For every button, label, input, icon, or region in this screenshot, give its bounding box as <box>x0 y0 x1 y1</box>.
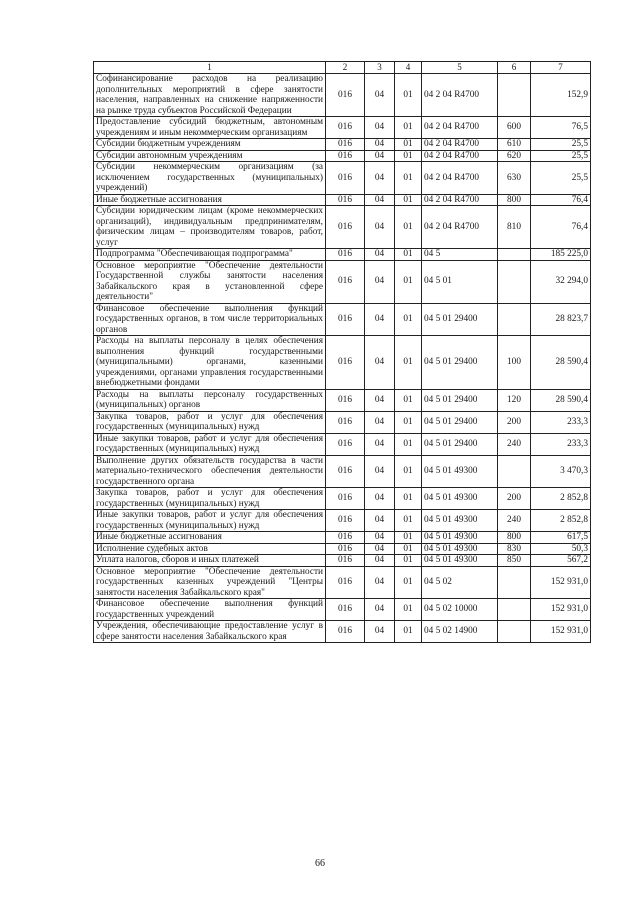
row-pr: 01 <box>395 543 422 555</box>
table-header <box>94 62 591 74</box>
row-name: Иные бюджетные ассигнования <box>94 532 326 544</box>
row-name: Учреждения, обеспечивающие предоставление услуг в сфере занятости населения Забайкальского края <box>94 621 326 643</box>
row-vr: 850 <box>498 555 531 567</box>
table-body <box>94 74 591 643</box>
table-row <box>94 162 591 195</box>
row-sum: 617,5 <box>531 532 591 544</box>
row-sum: 28 590,4 <box>531 389 591 411</box>
row-ved: 016 <box>326 389 365 411</box>
row-vr <box>498 621 531 643</box>
row-name: Субсидии бюджетным учреждениям <box>94 139 326 151</box>
row-rz: 04 <box>365 249 395 261</box>
row-rz: 04 <box>365 194 395 206</box>
row-ved: 016 <box>326 566 365 599</box>
row-ved: 016 <box>326 150 365 162</box>
row-csr: 04 5 01 29400 <box>422 389 498 411</box>
row-ved: 016 <box>326 411 365 433</box>
row-name: Закупка товаров, работ и услуг для обеспечения государственных (муниципальных) нужд <box>94 411 326 433</box>
row-vr: 120 <box>498 389 531 411</box>
row-sum: 28 823,7 <box>531 303 591 336</box>
row-name: Расходы на выплаты персоналу государственных (муниципальных) органов <box>94 389 326 411</box>
row-ved: 016 <box>326 455 365 488</box>
page-number: 66 <box>315 858 325 869</box>
col-header-pr: 4 <box>395 62 422 74</box>
row-csr: 04 5 02 10000 <box>422 599 498 621</box>
row-csr: 04 5 01 49300 <box>422 543 498 555</box>
row-vr <box>498 249 531 261</box>
row-sum: 567,2 <box>531 555 591 567</box>
col-header-sum: 7 <box>531 62 591 74</box>
row-rz: 04 <box>365 532 395 544</box>
row-rz: 04 <box>365 150 395 162</box>
row-sum: 25,5 <box>531 150 591 162</box>
row-name: Субсидии некоммерческим организациям (за исключением государственных (муниципальных) учреждений) <box>94 162 326 195</box>
row-name: Финансовое обеспечение выполнения функций государственных органов, в том числе территориальных органов <box>94 303 326 336</box>
row-vr: 630 <box>498 162 531 195</box>
row-rz: 04 <box>365 543 395 555</box>
row-pr: 01 <box>395 74 422 117</box>
row-ved: 016 <box>326 117 365 139</box>
row-csr: 04 2 04 R4700 <box>422 162 498 195</box>
row-pr: 01 <box>395 555 422 567</box>
row-sum: 76,4 <box>531 206 591 249</box>
row-vr <box>498 74 531 117</box>
row-csr: 04 5 02 14900 <box>422 621 498 643</box>
table-row <box>94 433 591 455</box>
row-name: Закупка товаров, работ и услуг для обеспечения государственных (муниципальных) нужд <box>94 488 326 510</box>
row-pr: 01 <box>395 139 422 151</box>
table-row <box>94 194 591 206</box>
table-row <box>94 389 591 411</box>
row-name: Расходы на выплаты персоналу в целях обеспечения выполнения функций государственными (муниципальными) органами, казенными учреждениями, органами управления государственными внебюджетными фондами <box>94 336 326 390</box>
table-row <box>94 139 591 151</box>
row-pr: 01 <box>395 303 422 336</box>
row-ved: 016 <box>326 555 365 567</box>
row-ved: 016 <box>326 433 365 455</box>
row-name: Основное мероприятие "Обеспечение деятельности Государственной службы занятости населения Забайкальского края в установленной сфере деятельности" <box>94 260 326 303</box>
row-sum: 152 931,0 <box>531 566 591 599</box>
row-ved: 016 <box>326 488 365 510</box>
row-rz: 04 <box>365 303 395 336</box>
row-name: Иные бюджетные ассигнования <box>94 194 326 206</box>
row-csr: 04 5 01 <box>422 260 498 303</box>
budget-table <box>93 61 591 643</box>
row-sum: 3 470,3 <box>531 455 591 488</box>
row-pr: 01 <box>395 194 422 206</box>
row-rz: 04 <box>365 139 395 151</box>
row-vr <box>498 303 531 336</box>
row-sum: 32 294,0 <box>531 260 591 303</box>
table-row <box>94 455 591 488</box>
row-sum: 2 852,8 <box>531 488 591 510</box>
col-header-csr: 5 <box>422 62 498 74</box>
row-vr: 830 <box>498 543 531 555</box>
row-sum: 185 225,0 <box>531 249 591 261</box>
row-rz: 04 <box>365 162 395 195</box>
row-vr: 620 <box>498 150 531 162</box>
row-rz: 04 <box>365 117 395 139</box>
table-row <box>94 150 591 162</box>
row-rz: 04 <box>365 411 395 433</box>
row-ved: 016 <box>326 532 365 544</box>
row-pr: 01 <box>395 411 422 433</box>
col-header-vr: 6 <box>498 62 531 74</box>
table-row <box>94 249 591 261</box>
row-ved: 016 <box>326 599 365 621</box>
row-csr: 04 5 01 29400 <box>422 303 498 336</box>
row-rz: 04 <box>365 389 395 411</box>
row-sum: 152,9 <box>531 74 591 117</box>
row-sum: 152 931,0 <box>531 599 591 621</box>
row-name: Финансовое обеспечение выполнения функций государственных учреждений <box>94 599 326 621</box>
row-name: Субсидии автономным учреждениям <box>94 150 326 162</box>
table-row <box>94 532 591 544</box>
row-pr: 01 <box>395 336 422 390</box>
row-csr: 04 5 01 49300 <box>422 455 498 488</box>
row-csr: 04 2 04 R4700 <box>422 139 498 151</box>
row-vr: 240 <box>498 433 531 455</box>
row-sum: 152 931,0 <box>531 621 591 643</box>
row-pr: 01 <box>395 433 422 455</box>
table-row <box>94 411 591 433</box>
table-row <box>94 543 591 555</box>
row-csr: 04 5 01 49300 <box>422 510 498 532</box>
row-name: Субсидии юридическим лицам (кроме некоммерческих организаций), индивидуальным предпринимателям, физическим лицам – производителям товаров, работ, услуг <box>94 206 326 249</box>
row-name: Основное мероприятие "Обеспечение деятельности государственных казенных учреждений "Центры занятости населения Забайкальского края" <box>94 566 326 599</box>
row-name: Подпрограмма "Обеспечивающая подпрограмма" <box>94 249 326 261</box>
row-pr: 01 <box>395 249 422 261</box>
row-pr: 01 <box>395 389 422 411</box>
row-rz: 04 <box>365 206 395 249</box>
row-csr: 04 5 01 29400 <box>422 411 498 433</box>
row-pr: 01 <box>395 117 422 139</box>
row-pr: 01 <box>395 599 422 621</box>
row-name: Предоставление субсидий бюджетным, автономным учреждениям и иным некоммерческим организациям <box>94 117 326 139</box>
row-ved: 016 <box>326 510 365 532</box>
row-csr: 04 5 <box>422 249 498 261</box>
row-ved: 016 <box>326 74 365 117</box>
table-row <box>94 260 591 303</box>
row-vr: 610 <box>498 139 531 151</box>
row-csr: 04 2 04 R4700 <box>422 194 498 206</box>
row-ved: 016 <box>326 303 365 336</box>
row-sum: 25,5 <box>531 139 591 151</box>
row-vr: 800 <box>498 194 531 206</box>
row-pr: 01 <box>395 621 422 643</box>
row-ved: 016 <box>326 194 365 206</box>
document-sheet <box>93 61 590 643</box>
row-rz: 04 <box>365 621 395 643</box>
col-header-ved: 2 <box>326 62 365 74</box>
table-row <box>94 599 591 621</box>
row-csr: 04 5 01 49300 <box>422 488 498 510</box>
row-rz: 04 <box>365 74 395 117</box>
row-vr: 100 <box>498 336 531 390</box>
row-pr: 01 <box>395 260 422 303</box>
row-vr <box>498 566 531 599</box>
table-row <box>94 510 591 532</box>
row-ved: 016 <box>326 206 365 249</box>
row-sum: 28 590,4 <box>531 336 591 390</box>
row-ved: 016 <box>326 260 365 303</box>
row-sum: 76,5 <box>531 117 591 139</box>
row-csr: 04 5 02 <box>422 566 498 599</box>
row-rz: 04 <box>365 488 395 510</box>
table-row <box>94 488 591 510</box>
row-pr: 01 <box>395 488 422 510</box>
table-row <box>94 555 591 567</box>
row-sum: 25,5 <box>531 162 591 195</box>
row-vr <box>498 599 531 621</box>
table-row <box>94 566 591 599</box>
row-name: Выполнение других обязательств государства в части материально-технического обеспечения деятельности государственного органа <box>94 455 326 488</box>
row-sum: 233,3 <box>531 411 591 433</box>
table-row <box>94 74 591 117</box>
table-row <box>94 206 591 249</box>
table-row <box>94 117 591 139</box>
row-pr: 01 <box>395 150 422 162</box>
table-row <box>94 303 591 336</box>
header-row <box>94 62 591 74</box>
row-pr: 01 <box>395 162 422 195</box>
row-rz: 04 <box>365 455 395 488</box>
row-pr: 01 <box>395 510 422 532</box>
row-pr: 01 <box>395 566 422 599</box>
row-ved: 016 <box>326 139 365 151</box>
row-name: Иные закупки товаров, работ и услуг для обеспечения государственных (муниципальных) нужд <box>94 510 326 532</box>
row-sum: 233,3 <box>531 433 591 455</box>
row-csr: 04 5 01 29400 <box>422 336 498 390</box>
row-ved: 016 <box>326 249 365 261</box>
row-rz: 04 <box>365 336 395 390</box>
row-vr: 240 <box>498 510 531 532</box>
row-rz: 04 <box>365 555 395 567</box>
table-row <box>94 621 591 643</box>
row-ved: 016 <box>326 162 365 195</box>
row-csr: 04 5 01 29400 <box>422 433 498 455</box>
row-vr: 200 <box>498 411 531 433</box>
row-vr <box>498 260 531 303</box>
row-rz: 04 <box>365 566 395 599</box>
row-ved: 016 <box>326 543 365 555</box>
row-rz: 04 <box>365 599 395 621</box>
row-rz: 04 <box>365 433 395 455</box>
row-csr: 04 2 04 R4700 <box>422 150 498 162</box>
row-vr: 800 <box>498 532 531 544</box>
row-csr: 04 5 01 49300 <box>422 555 498 567</box>
row-csr: 04 5 01 49300 <box>422 532 498 544</box>
row-name: Уплата налогов, сборов и иных платежей <box>94 555 326 567</box>
row-sum: 50,3 <box>531 543 591 555</box>
row-vr: 200 <box>498 488 531 510</box>
row-name: Иные закупки товаров, работ и услуг для обеспечения государственных (муниципальных) нужд <box>94 433 326 455</box>
col-header-name: 1 <box>94 62 326 74</box>
row-pr: 01 <box>395 206 422 249</box>
row-csr: 04 2 04 R4700 <box>422 117 498 139</box>
col-header-rz: 3 <box>365 62 395 74</box>
row-sum: 76,4 <box>531 194 591 206</box>
row-sum: 2 852,8 <box>531 510 591 532</box>
row-vr: 600 <box>498 117 531 139</box>
row-vr <box>498 455 531 488</box>
row-rz: 04 <box>365 260 395 303</box>
row-ved: 016 <box>326 336 365 390</box>
row-csr: 04 2 04 R4700 <box>422 206 498 249</box>
row-pr: 01 <box>395 455 422 488</box>
row-csr: 04 2 04 R4700 <box>422 74 498 117</box>
row-name: Софинансирование расходов на реализацию дополнительных мероприятий в сфере занятости населения, направленных на снижение напряженности на рынке труда субъектов Российской Федерации <box>94 74 326 117</box>
row-rz: 04 <box>365 510 395 532</box>
row-name: Исполнение судебных актов <box>94 543 326 555</box>
row-pr: 01 <box>395 532 422 544</box>
row-vr: 810 <box>498 206 531 249</box>
table-row <box>94 336 591 390</box>
row-ved: 016 <box>326 621 365 643</box>
